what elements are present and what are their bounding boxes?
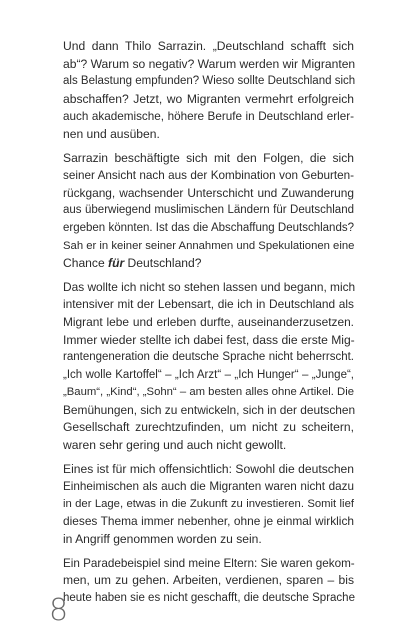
text-line: dieses Thema immer nebenher, ohne je einmal wirklich [63,514,354,529]
paragraph-1 [48,38,354,144]
text-line: „Baum“, „Kind“, „Sohn“ – am besten alles ohne Artikel. Die [63,386,354,399]
text-line [48,255,354,273]
text-line: aus überwiegend muslimischen Ländern für Deutschland [63,204,354,217]
text-line: Das wollte ich nicht so stehen lassen und begann, mich [63,279,356,294]
text-line: auch akademische, höhere Berufe in Deutschland erler- [63,110,354,124]
text-line: Gesellschaft zurechtzufinden, um nicht zu scheitern, [63,420,354,435]
text-line: Immer wieder stellte ich dabei fest, dass die erste Mig- [63,332,355,347]
paragraph-5 [48,555,354,608]
text-line: men, um zu gehen. Arbeiten, verdienen, sparen – bis [63,573,354,588]
text-line: in Angriff genommen worden zu sein. [63,532,262,547]
text-line: Und dann Thilo Sarrazin. „Deutschland schafft sich [63,39,354,53]
paragraph-4 [48,461,354,549]
text-line: als Belastung empfunden? Wieso sollte Deutschland sich [63,75,356,88]
page-number: 8 [49,593,69,628]
body-text [48,38,354,613]
emphasized-word: für [108,256,125,271]
text-line: rantengeneration die deutsche Sprache nicht beherrscht. [63,351,354,364]
text-line: Bemühungen, sich zu entwickeln, sich in der deutschen [63,402,356,417]
text-line: seiner Ansicht nach aus der Kombination von Geburten- [63,169,354,183]
text-line: „Ich wolle Kartoffel“ – „Ich Arzt“ – „Ich Hunger“ – „Junge“, [63,368,354,381]
text-line: nen und ausüben. [63,126,160,141]
text-line: abschaffen? Jetzt, wo Migranten vermehrt erfolgreich [63,91,354,106]
text-run: Chance [63,256,109,271]
text-line: waren sehr gering und auch nicht gewollt. [63,438,287,453]
text-line: heute haben sie es nicht geschafft, die deutsche Sprache [63,591,355,604]
text-line: in der Lage, etwas in die Zukunft zu investieren. Somit lief [63,497,354,510]
text-line: Eines ist für mich offensichtlich: Sowohl die deutschen [63,461,354,476]
paragraph-3 [48,279,354,455]
text-line: Einheimischen als auch die Migranten waren nicht dazu [63,480,354,494]
paragraph-2 [48,150,354,273]
text-line: Migrant lebe und erleben durfte, auseinanderzusetzen. [63,314,354,329]
text-line: Ein Paradebeispiel sind meine Eltern: Sie waren gekom- [63,556,355,570]
text-line: rückgang, wachsender Unterschicht und Zuwanderung [63,185,354,200]
text-line: Sarrazin beschäftigte sich mit den Folgen, die sich [63,150,354,165]
text-run: Deutschland? [124,256,202,271]
text-line: Sah er in keiner seiner Annahmen und Spekulationen eine [63,239,355,252]
text-line: intensiver mit der Lebensart, die ich in Deutschland als [63,297,354,312]
text-line: ergeben könnten. Ist das die Abschaffung Deutschlands? [63,221,354,234]
text-line: ab“? Warum so negativ? Warum werden wir Migranten [63,56,356,71]
